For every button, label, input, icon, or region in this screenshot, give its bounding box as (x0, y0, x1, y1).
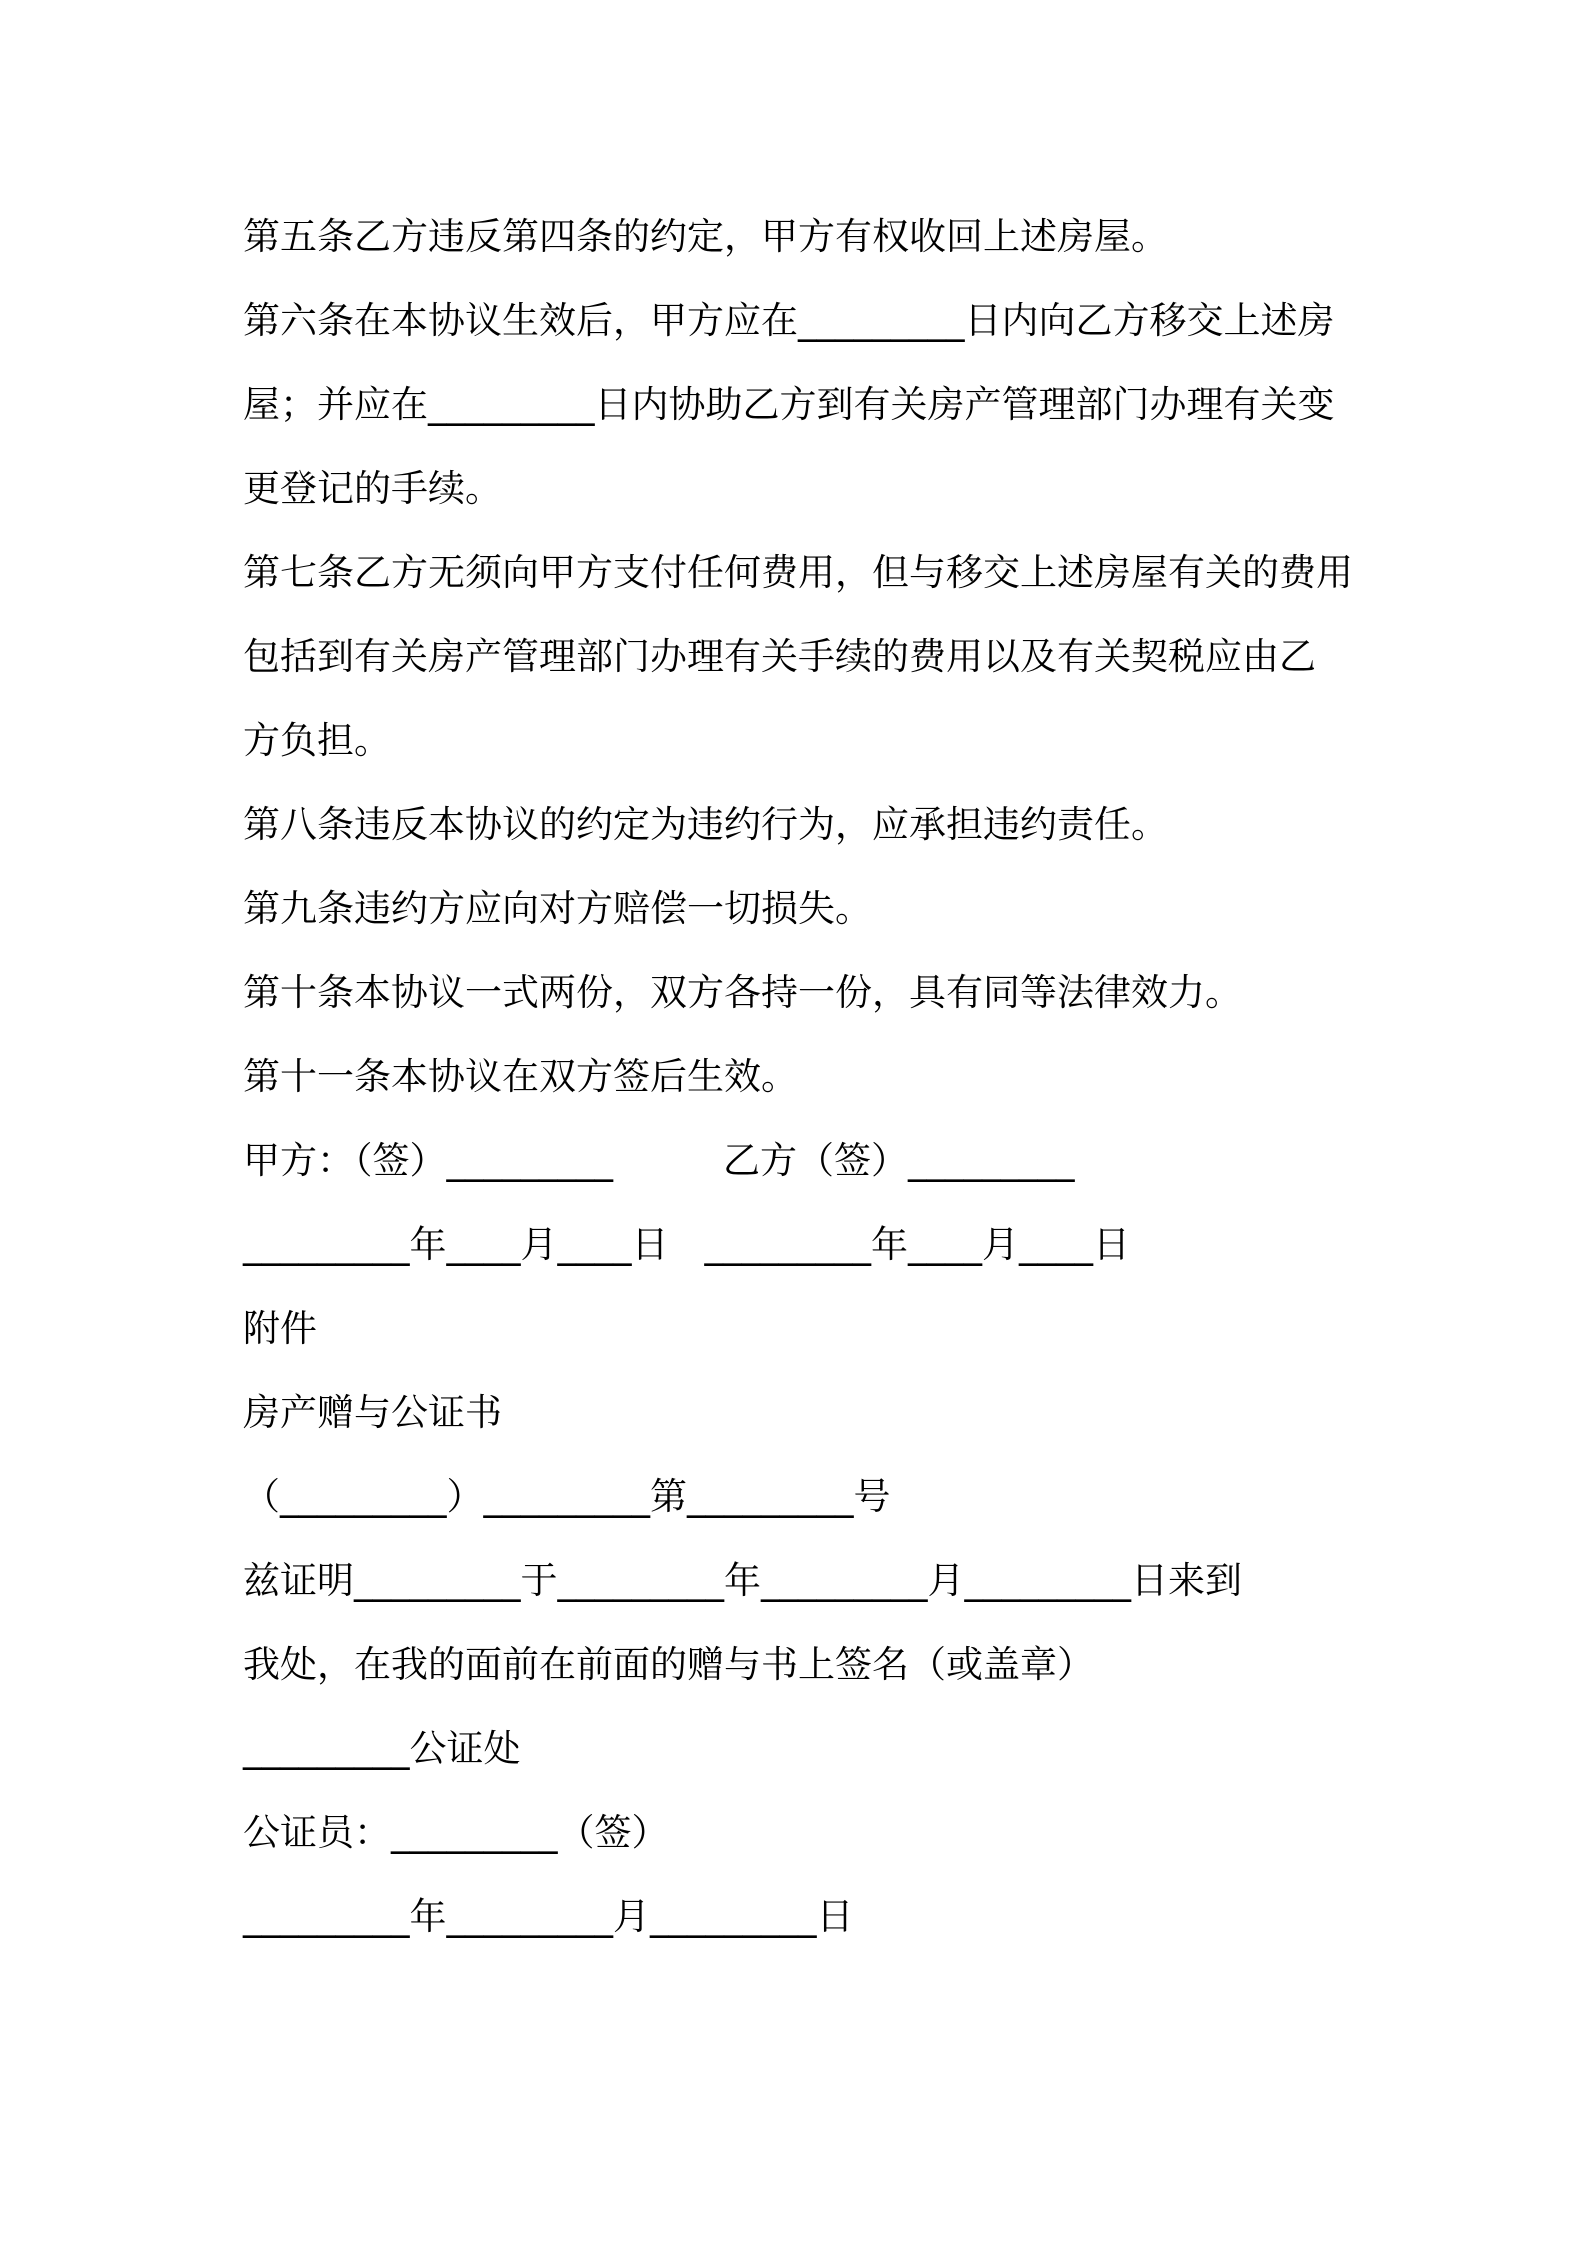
article-7-line-1: 第七条乙方无须向甲方支付任何费用，但与移交上述房屋有关的费用 (243, 551, 1353, 594)
notary-office-line: _________公证处 (243, 1727, 521, 1770)
document-body (243, 195, 1363, 1959)
article-6-line-2: 屋；并应在_________日内协助乙方到有关房产管理部门办理有关变 (243, 383, 1335, 426)
article-6-line-3: 更登记的手续。 (243, 467, 502, 510)
article-10: 第十条本协议一式两份，双方各持一份，具有同等法律效力。 (243, 971, 1242, 1014)
article-5: 第五条乙方违反第四条的约定，甲方有权收回上述房屋。 (243, 215, 1168, 258)
certification-line-2: 我处，在我的面前在前面的赠与书上签名（或盖章） (243, 1643, 1094, 1686)
signature-row (243, 1119, 1363, 1203)
party-b-date: _________年____月____日 (704, 1223, 1130, 1266)
certification-line-1: 兹证明_________于_________年_________月_________日来到 (243, 1559, 1242, 1602)
date-row (243, 1203, 1363, 1287)
party-a-date: _________年____月____日 (243, 1223, 669, 1266)
article-7-line-3: 方负担。 (243, 719, 391, 762)
party-b-signature: 乙方（签）_________ (723, 1139, 1075, 1182)
article-6-line-1: 第六条在本协议生效后，甲方应在_________日内向乙方移交上述房 (243, 299, 1335, 342)
notary-signature-line: 公证员：_________（签） (243, 1811, 669, 1854)
article-7-line-2: 包括到有关房产管理部门办理有关手续的费用以及有关契税应由乙 (243, 635, 1316, 678)
article-11: 第十一条本协议在双方签后生效。 (243, 1055, 798, 1098)
article-9: 第九条违约方应向对方赔偿一切损失。 (243, 887, 872, 930)
certificate-number-line: （_________）_________第_________号 (243, 1475, 891, 1518)
attachment-heading: 附件 (243, 1307, 317, 1350)
article-8: 第八条违反本协议的约定为违约行为，应承担违约责任。 (243, 803, 1168, 846)
notary-date-line: _________年_________月_________日 (243, 1895, 854, 1938)
notarial-certificate-title: 房产赠与公证书 (243, 1391, 502, 1434)
party-a-signature: 甲方：（签）_________ (243, 1139, 613, 1182)
